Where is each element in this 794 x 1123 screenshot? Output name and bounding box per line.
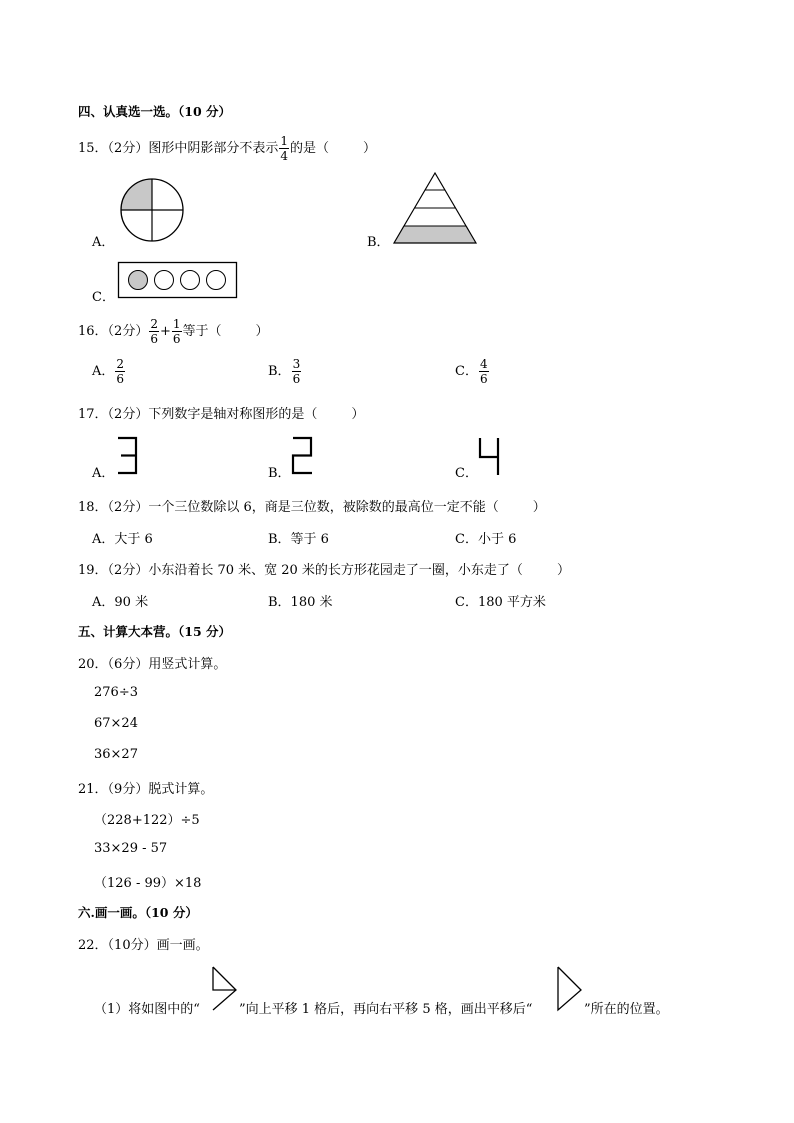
q16-f1-den: 6: [150, 332, 158, 346]
four-circles-figure: [118, 262, 238, 300]
flag-shape-icon-2: [557, 966, 583, 1012]
q16-c-label: C．: [455, 364, 478, 379]
circle-empty-1: [155, 271, 174, 290]
q20-item-1: 276÷3: [94, 685, 138, 700]
q16-b-num: 3: [292, 357, 301, 371]
q16-close: ）: [255, 324, 269, 339]
section-six-heading: 六.画一画。（10 分）: [78, 905, 198, 920]
q15-option-b[interactable]: B．: [367, 235, 390, 250]
q20-item-2: 67×24: [94, 716, 138, 731]
q17-option-a[interactable]: A．: [92, 466, 115, 481]
q15-prefix: 15．（2分）图形中阴影部分不表示: [78, 141, 279, 156]
q16-a-fraction: [115, 358, 125, 385]
q16-f2-den: 6: [172, 332, 181, 346]
q22-part1-b: ”向上平移 1 格后，再向右平移 5 格，画出平移后“: [239, 1002, 533, 1017]
question-20: 20．（6分）用竖式计算。: [78, 657, 227, 672]
q18-option-b[interactable]: B．等于 6: [268, 532, 329, 547]
digit-four-figure: [479, 437, 501, 477]
q15-option-a[interactable]: A．: [92, 235, 115, 250]
question-22: 22．（10分）画一画。: [78, 938, 209, 953]
question-16: [78, 318, 269, 345]
q19-close: ）: [556, 563, 570, 578]
flag-shape-2-outline: [558, 967, 581, 1010]
q19-text: 19．（2分）小东沿着长 70 米、宽 20 米的长方形花园走了一圈，小东走了（: [78, 563, 523, 578]
q16-fraction-2: [172, 318, 182, 345]
q16-a-num: 2: [116, 357, 125, 371]
question-21: 21．（9分）脱式计算。: [78, 782, 214, 797]
circle-shaded: [129, 271, 148, 290]
question-19: [78, 559, 570, 578]
q16-option-b[interactable]: [268, 358, 302, 385]
flag-shape-outline: [213, 967, 236, 1010]
q16-option-a[interactable]: [92, 358, 126, 385]
q17-text: 17．（2分）下列数字是轴对称图形的是（: [78, 407, 318, 422]
q16-fraction-1: [149, 318, 159, 345]
flag-shape-icon: [212, 966, 238, 1012]
q16-f1-num: 2: [150, 317, 158, 331]
q18-text: 18．（2分）一个三位数除以 6，商是三位数，被除数的最高位一定不能（: [78, 500, 499, 515]
q15-option-c[interactable]: C．: [92, 290, 115, 305]
q19-option-a[interactable]: A．90 米: [92, 595, 149, 610]
q22-part1-c: ”所在的位置。: [584, 1002, 669, 1017]
q16-suffix: 等于（: [182, 324, 222, 339]
q16-b-fraction: [292, 358, 302, 385]
circle-empty-3: [207, 271, 226, 290]
q17-option-c[interactable]: C．: [455, 466, 478, 481]
q16-b-label: B．: [268, 364, 291, 379]
q21-item-2: 33×29 - 57: [94, 841, 168, 856]
q16-plus: +: [159, 324, 171, 339]
q16-a-den: 6: [116, 372, 125, 386]
q15-frac-num: 1: [280, 134, 288, 148]
q16-c-den: 6: [479, 372, 488, 386]
q21-item-3: （126 - 99）×18: [94, 876, 202, 891]
section-five-heading: 五、计算大本营。（15 分）: [78, 624, 231, 639]
four-left-stroke: [480, 438, 498, 457]
q16-c-num: 4: [479, 357, 488, 371]
question-15: [78, 135, 376, 162]
q19-option-b[interactable]: B．180 米: [268, 595, 333, 610]
q15-suffix: 的是（: [289, 141, 329, 156]
q22-part1-a: （1）将如图中的“: [94, 1002, 200, 1017]
q16-f2-num: 1: [172, 317, 181, 331]
two-stroke: [293, 438, 312, 473]
digit-two-figure: [292, 437, 314, 475]
question-17: [78, 403, 364, 422]
q18-close: ）: [532, 500, 546, 515]
triangle-shaded-strip: [394, 226, 476, 243]
section-four-heading: 四、认真选一选。（10 分）: [78, 104, 231, 119]
quarter-circle-figure: [120, 178, 186, 244]
q19-option-c[interactable]: C．180 平方米: [455, 595, 546, 610]
q16-c-fraction: [479, 358, 489, 385]
q18-option-c[interactable]: C．小于 6: [455, 532, 517, 547]
q17-option-b[interactable]: B．: [268, 466, 291, 481]
q16-a-label: A．: [92, 364, 115, 379]
q16-option-c[interactable]: [455, 358, 490, 385]
circle-empty-2: [181, 271, 200, 290]
q15-frac-den: 4: [280, 149, 288, 163]
question-18: [78, 496, 546, 515]
q15-close: ）: [362, 141, 376, 156]
triangle-figure: [394, 172, 478, 244]
q21-item-1: （228+122）÷5: [94, 813, 200, 828]
digit-three-figure: [117, 437, 139, 475]
q17-close: ）: [351, 407, 365, 422]
q16-b-den: 6: [292, 372, 301, 386]
q16-prefix: 16．（2分）: [78, 324, 149, 339]
q20-item-3: 36×27: [94, 747, 138, 762]
q18-option-a[interactable]: A．大于 6: [92, 532, 153, 547]
q15-fraction: [279, 135, 289, 162]
